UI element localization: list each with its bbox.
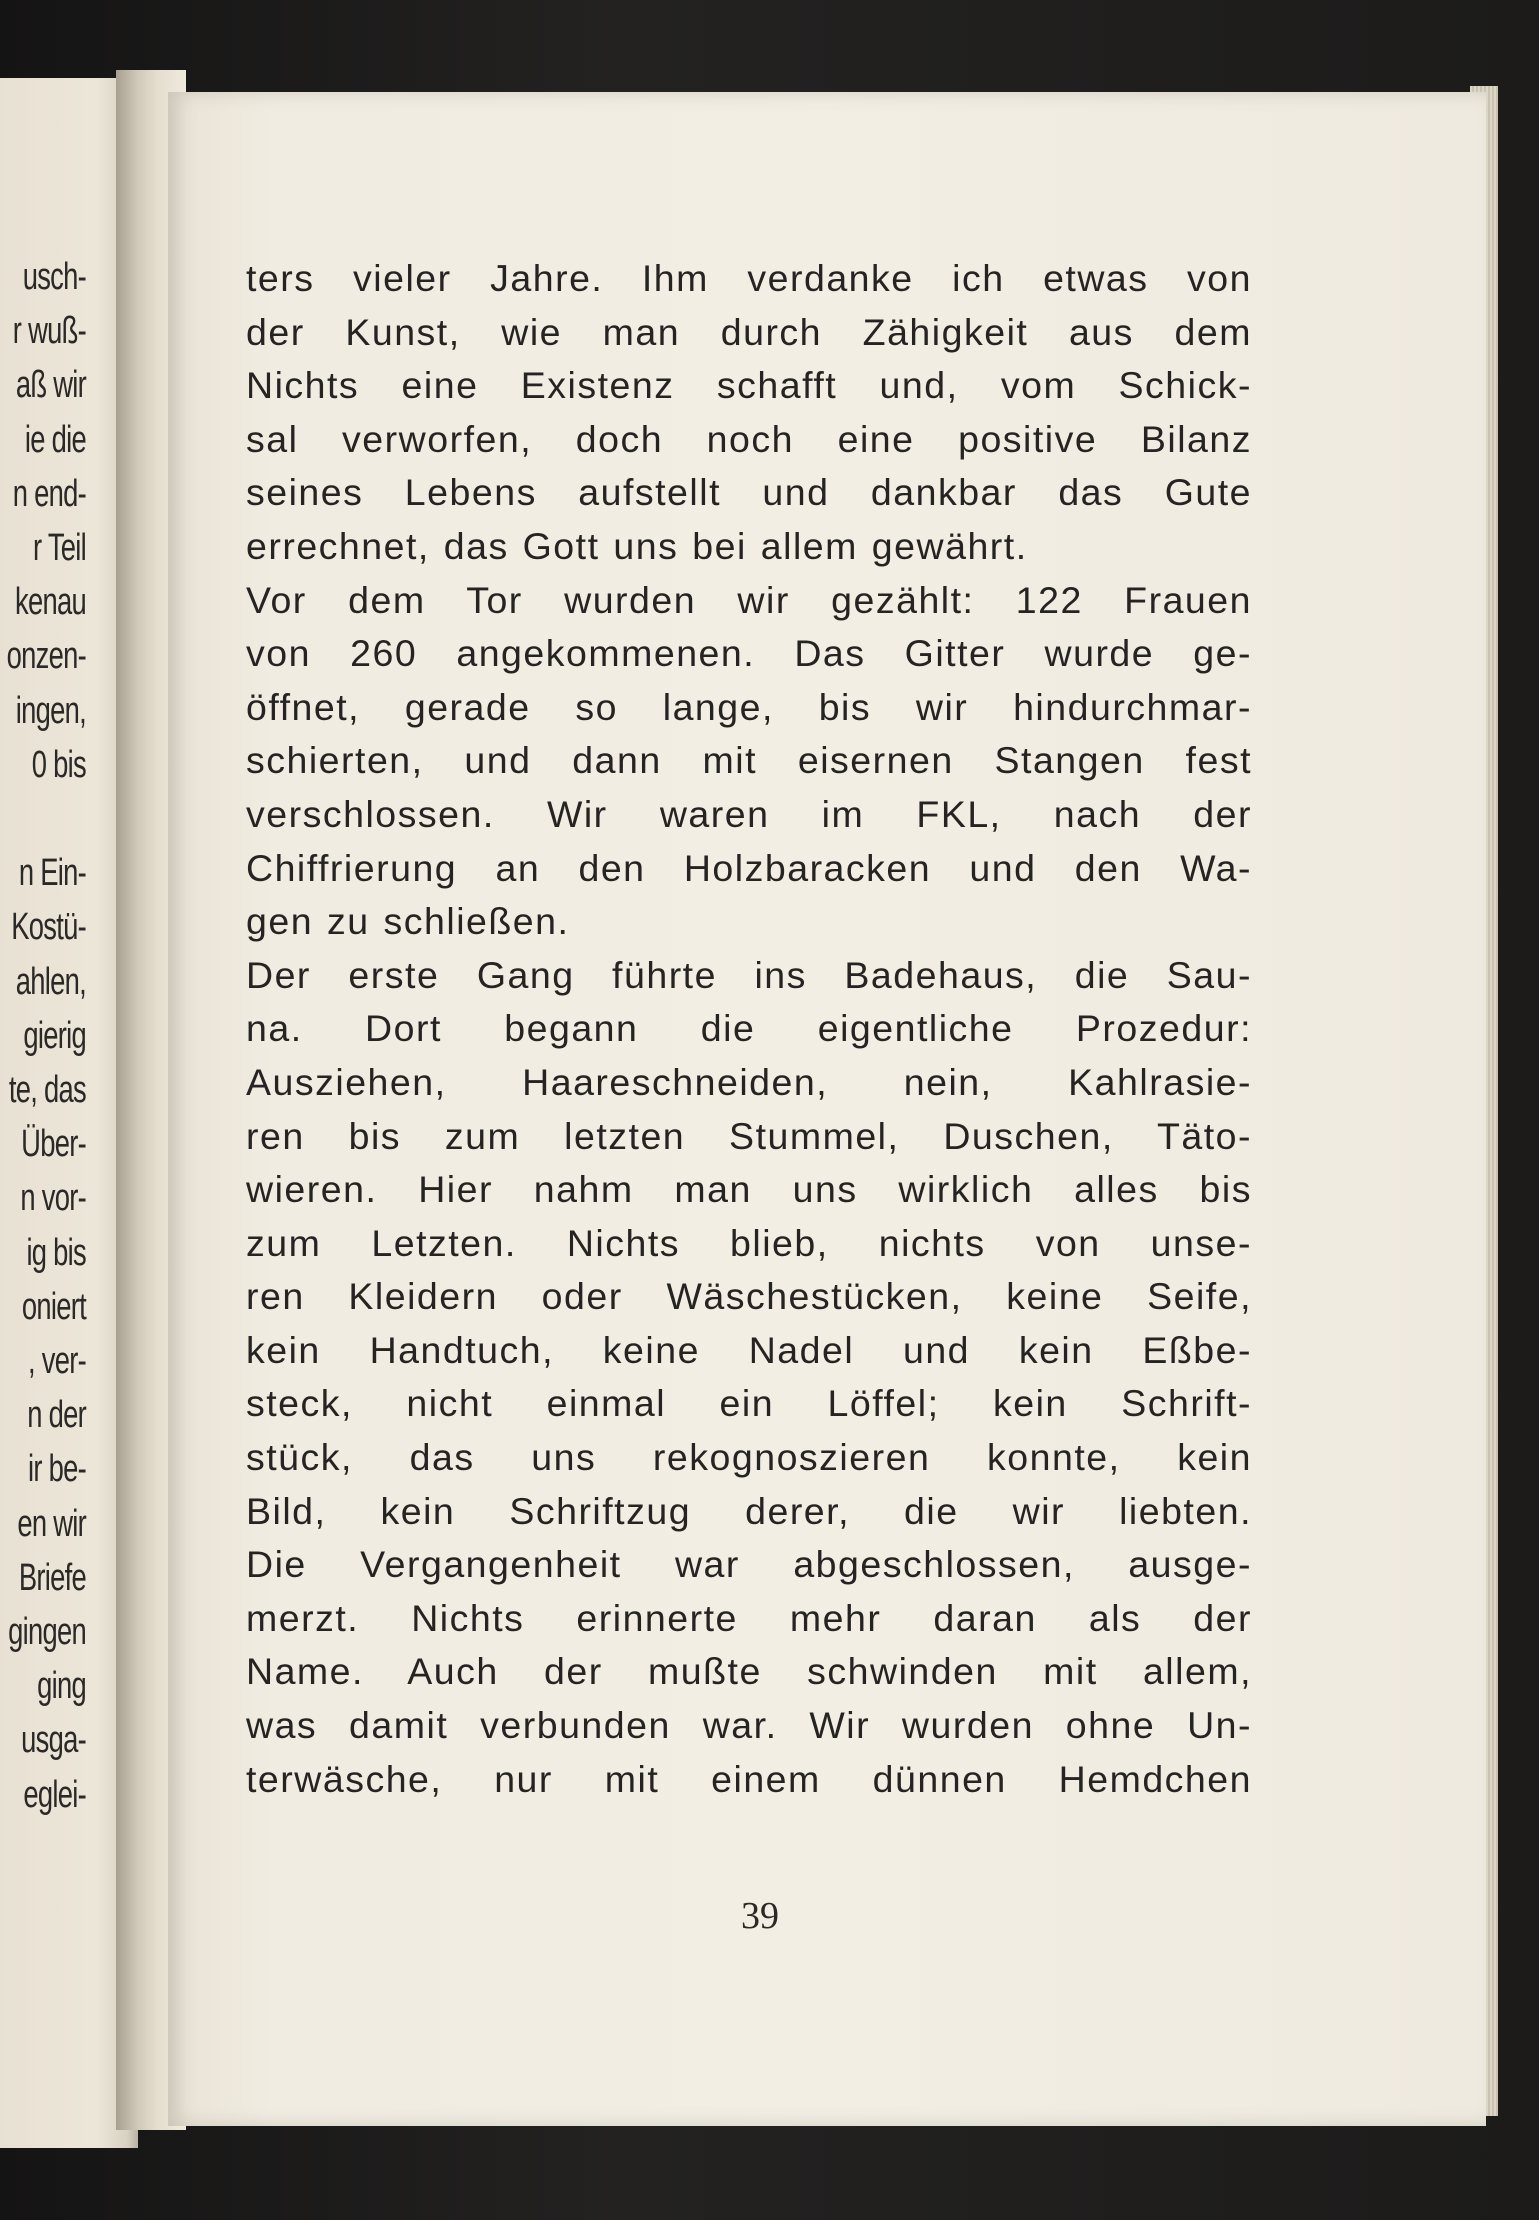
fragment: ahlen, — [15, 960, 86, 1003]
fragment: ig bis — [26, 1231, 86, 1274]
text-line: der Kunst, wie man durch Zähigkeit aus dem — [246, 310, 1252, 353]
fragment: gingen — [8, 1611, 86, 1654]
fragment: ie die — [24, 418, 86, 461]
text-line: Chiffrierung an den Holzbaracken und den Wa- — [246, 846, 1252, 889]
text-line: Bild, kein Schriftzug derer, die wir liebten. — [246, 1489, 1252, 1532]
text-line: steck, nicht einmal ein Löffel; kein Schrift- — [246, 1382, 1252, 1425]
text-line: schierten, und dann mit eisernen Stangen fest — [246, 739, 1252, 782]
text-line: öffnet, gerade so lange, bis wir hindurchmar- — [246, 685, 1252, 728]
fragment: Über- — [21, 1123, 86, 1166]
text-line: zum Letzten. Nichts blieb, nichts von unse- — [246, 1221, 1252, 1264]
fragment: oniert — [21, 1285, 86, 1328]
fragment: r wuß- — [12, 310, 86, 353]
text-line: seines Lebens aufstellt und dankbar das Gute — [246, 471, 1252, 514]
text-line: sal verworfen, doch noch eine positive Bilanz — [246, 417, 1252, 460]
fragment: gierig — [23, 1014, 86, 1057]
fragment: Briefe — [18, 1556, 86, 1599]
fragment: Kostü- — [11, 906, 86, 949]
page-number: 39 — [741, 1895, 779, 1937]
fragment: en wir — [17, 1502, 86, 1545]
text-line: na. Dort begann die eigentliche Prozedur: — [246, 1007, 1252, 1050]
text-line: kein Handtuch, keine Nadel und kein Eßbe- — [246, 1328, 1252, 1371]
text-line: Name. Auch der mußte schwinden mit allem, — [246, 1650, 1252, 1693]
text-line: von 260 angekommenen. Das Gitter wurde ge- — [246, 632, 1252, 675]
fragment: n Ein- — [18, 852, 86, 895]
body-text — [246, 252, 1252, 1806]
text-line: Vor dem Tor wurden wir gezählt: 122 Frauen — [246, 578, 1252, 621]
text-line: merzt. Nichts erinnerte mehr daran als der — [246, 1596, 1252, 1639]
text-line: ren Kleidern oder Wäschestücken, keine Seife, — [246, 1275, 1252, 1318]
text-line: ters vieler Jahre. Ihm verdanke ich etwas von — [246, 257, 1252, 299]
fragment: eglei- — [23, 1773, 86, 1816]
left-page-text-fragments — [0, 250, 86, 1822]
text-line: ren bis zum letzten Stummel, Duschen, Täto- — [246, 1114, 1252, 1157]
text-line: Nichts eine Existenz schafft und, vom Schick- — [246, 364, 1252, 407]
fragment: n der — [27, 1394, 86, 1437]
text-line: Die Vergangenheit war abgeschlossen, ausge- — [246, 1543, 1252, 1586]
fragment: n end- — [12, 472, 86, 515]
fragment: usga- — [21, 1719, 86, 1762]
fragment — [0, 792, 86, 846]
text-line: terwäsche, nur mit einem dünnen Hemdchen — [246, 1757, 1252, 1800]
fragment: onzen- — [6, 635, 86, 678]
text-line: wieren. Hier nahm man uns wirklich alles bis — [246, 1168, 1252, 1211]
text-line: gen zu schließen. — [246, 900, 570, 943]
text-line: Der erste Gang führte ins Badehaus, die Sau- — [246, 953, 1252, 996]
text-line: was damit verbunden war. Wir wurden ohne Un- — [246, 1704, 1252, 1747]
text-line: Ausziehen, Haareschneiden, nein, Kahlrasie- — [246, 1060, 1252, 1103]
fragment: , ver- — [27, 1340, 86, 1383]
fragment: ingen, — [15, 689, 86, 732]
fragment: r Teil — [33, 527, 86, 570]
fragment: aß wir — [15, 364, 86, 407]
text-line: errechnet, das Gott uns bei allem gewährt. — [246, 524, 1028, 567]
fragment: te, das — [8, 1069, 86, 1112]
text-line: verschlossen. Wir waren im FKL, nach der — [246, 792, 1252, 835]
fragment: n vor- — [20, 1177, 86, 1220]
fragment: ir be- — [27, 1448, 86, 1491]
text-line: stück, das uns rekognoszieren konnte, kein — [246, 1436, 1252, 1479]
fragment: 0 bis — [31, 743, 86, 786]
fragment: kenau — [15, 581, 86, 624]
fragment: usch- — [22, 256, 86, 298]
fragment: ging — [37, 1665, 86, 1708]
